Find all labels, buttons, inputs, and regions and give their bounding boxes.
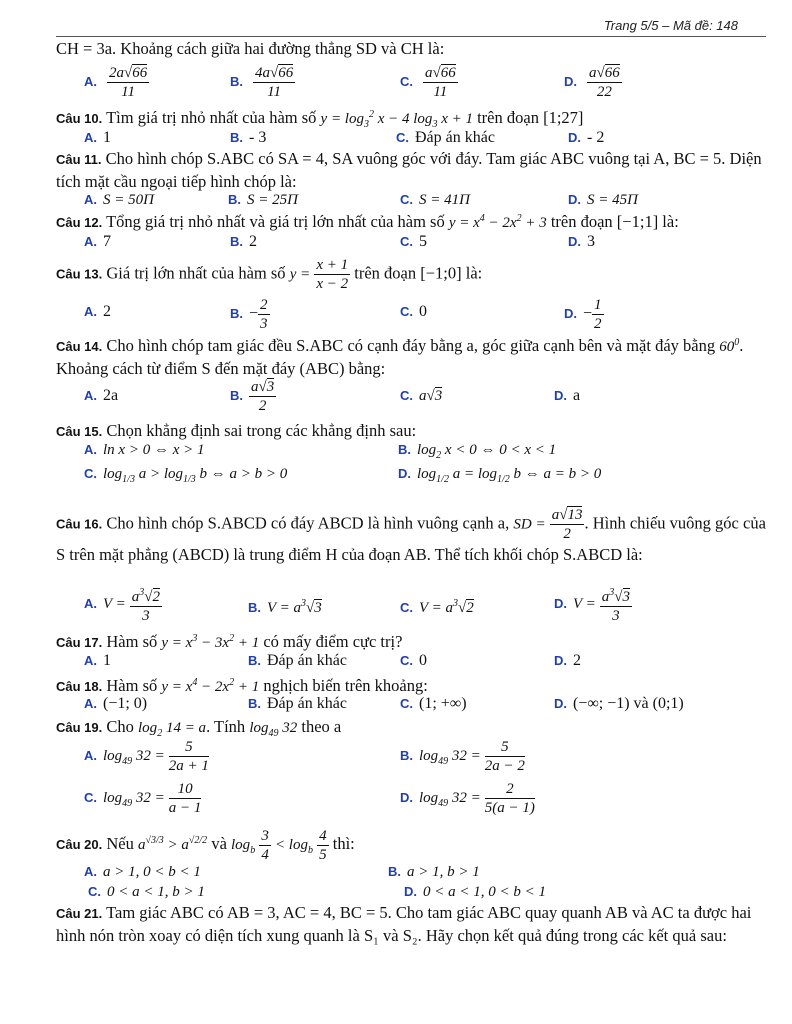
question-label: Câu 10.	[56, 111, 103, 126]
question-text: Chọn khẳng định sai trong các khẳng định sau:	[106, 421, 417, 440]
question-16-options	[56, 584, 772, 626]
question-15-options-row1	[56, 438, 772, 462]
question-11: Câu 11. Cho hình chóp S.ABC có SA = 4, SA vuông góc với đáy. Tam giác ABC vuông tại A, BC = 5. Diện tích mặt cầu ngoại tiếp hình chóp là:	[56, 149, 762, 191]
option-d: D. 3	[568, 233, 595, 250]
question-label: Câu 20.	[56, 837, 103, 852]
question-12: Câu 12. Tổng giá trị nhỏ nhất và giá trị lớn nhất của hàm số $y = x^4 - 2x^2 + 3$ trên đoạn [−1;1] là:	[56, 212, 679, 231]
option-b: B. - 3	[230, 129, 267, 146]
question-10: Câu 10. Tìm giá trị nhỏ nhất của hàm số $y = \log_3^2 x - 4$ $\log_3 x + 1$ trên đoạn [1;27]	[56, 108, 584, 130]
question-17: Câu 17. Hàm số $y = x^3 - 3x^2 + 1$ có mấy điểm cực trị?	[56, 632, 403, 651]
question-16: Câu 16. Cho hình chóp S.ABCD có đáy ABCD là hình vuông cạnh a, SD = $\frac{a√13}{2}$ . Hình chiếu vuông góc của S trên mặt phẳng (ABCD) là trung điểm H của đoạn AB. Thể tích khối chóp S.ABCD là:	[56, 507, 766, 564]
question-label: Câu 18.	[56, 679, 103, 694]
option-a: A. ln x > 0 ⇔ x > 1	[84, 442, 205, 458]
question-19-options-row1	[56, 738, 772, 780]
continuation-options	[56, 64, 772, 100]
option-a: A. 1	[84, 129, 111, 146]
option-d: D. a	[554, 387, 581, 404]
option-c: C. $\frac{a√66}{11}$	[400, 65, 456, 100]
option-a: A. 2	[84, 303, 111, 320]
option-a: A. V = $\frac{a^3√2}{3}$	[84, 584, 162, 625]
option-b: B. 2	[230, 233, 257, 250]
question-21	[56, 902, 772, 947]
option-d: D. - 2	[568, 129, 605, 146]
question-18: Câu 18. Hàm số $y = x^4 - 2x^2 + 1$ nghịch biến trên khoảng:	[56, 676, 428, 695]
question-14: Câu 14. Cho hình chóp tam giác đều S.ABC có cạnh đáy bằng a, góc giữa cạnh bên và mặt đáy bằng $60^0$. Khoảng cách từ điểm S đến mặt đáy (ABC) bằng:	[56, 336, 744, 378]
option-c: C. 0	[400, 652, 427, 669]
question-label: Câu 15.	[56, 424, 103, 439]
question-17-options	[56, 649, 772, 673]
option-a: A. a > 1, 0 < b < 1	[84, 864, 201, 880]
option-c: C. S = 41Π	[400, 192, 470, 208]
question-20: Câu 20. Nếu $a^{√3/3} > a^{√2/2}$ và $\log_b$ $\frac{3}{4}$ < $\log_b$ $\frac{4}{5}$ thì:	[56, 827, 355, 863]
question-label: Câu 12.	[56, 215, 103, 230]
question-text: Tam giác ABC có AB = 3, AC = 4, BC = 5. Cho tam giác ABC quay quanh AB và AC ta được hai hình nón tròn xoay có diện tích xung quanh là S₁ và S₂. Hãy chọn kết quả đúng trong các kết quả sau:	[56, 903, 752, 945]
option-a: A. $\log_{49} 32$ = $\frac{5}{2a + 1}$	[84, 739, 209, 774]
option-c: C. $\log_{1/3} a > \log_{1/3} b$ ⇔ a > b > 0	[84, 466, 288, 485]
page-number-label: Trang 5/5 – Mã đề: 148	[603, 18, 738, 33]
option-a: A. 2a	[84, 387, 119, 404]
option-c: C. 0 < a < 1, b > 1	[88, 884, 205, 900]
question-19-options-row2	[56, 780, 772, 822]
question-14-options	[56, 378, 772, 418]
option-b: B. − $\frac{2}{3}$	[230, 297, 268, 332]
option-c: C. 0	[400, 303, 427, 320]
question-label: Câu 11.	[56, 152, 102, 167]
option-d: D. (−∞; −1) và (0;1)	[554, 695, 684, 712]
question-label: Câu 19.	[56, 720, 103, 735]
option-a: A. S = 50Π	[84, 192, 154, 208]
option-c: C. Đáp án khác	[396, 129, 495, 146]
option-d: D. S = 45Π	[568, 192, 638, 208]
option-b: B. Đáp án khác	[248, 652, 347, 669]
option-b: B. $\frac{a√3}{2}$	[230, 379, 275, 414]
option-b: B. a > 1, b > 1	[388, 864, 480, 880]
option-d: D. $\frac{a√66}{22}$	[564, 65, 620, 100]
option-d: D. 2	[554, 652, 581, 669]
option-d: D. − $\frac{1}{2}$	[564, 297, 602, 332]
option-a: A. $\frac{2a√66}{11}$	[84, 65, 148, 100]
option-a: A. (−1; 0)	[84, 695, 148, 712]
option-d: D. $\log_{1/2} a = \log_{1/2} b$ ⇔ a = b > 0	[398, 466, 602, 485]
question-label: Câu 17.	[56, 635, 103, 650]
option-a: A. 1	[84, 652, 111, 669]
question-label: Câu 14.	[56, 339, 103, 354]
question-19: Câu 19. Cho $\log_2 14 = a$. Tính $\log_{49} 32$ theo a	[56, 717, 342, 739]
option-c: C. a√3	[400, 388, 443, 404]
option-b: B. S = 25Π	[228, 192, 298, 208]
page-header	[56, 18, 766, 37]
question-10-options	[56, 126, 772, 150]
option-b: B. $\log_{49} 32$ = $\frac{5}{2a - 2}$	[400, 739, 525, 774]
question-13-options	[56, 296, 772, 334]
question-label: Câu 16.	[56, 516, 103, 532]
option-d: D. $\log_{49} 32$ = $\frac{2}{5(a - 1)}$	[400, 781, 535, 816]
question-label: Câu 13.	[56, 266, 103, 282]
option-b: B. $\frac{4a√66}{11}$	[230, 65, 294, 100]
question-continuation-text: CH = 3a. Khoảng cách giữa hai đường thẳng SD và CH là:	[56, 39, 445, 58]
option-d: D. V = $\frac{a^3√3}{3}$	[554, 584, 632, 625]
option-c: C. $\log_{49} 32$ = $\frac{10}{a - 1}$	[84, 781, 202, 816]
question-15-options-row2	[56, 462, 772, 494]
option-c: C. 5	[400, 233, 427, 250]
question-20-options-row2	[56, 880, 772, 904]
question-12-options	[56, 230, 772, 254]
option-b: B. $V = a^3√3$	[248, 598, 322, 616]
option-b: B. Đáp án khác	[248, 695, 347, 712]
option-a: A. 7	[84, 233, 111, 250]
question-13: Câu 13. Giá trị lớn nhất của hàm số y = $\frac{x + 1}{x - 2}$ trên đoạn [−1;0] là:	[56, 257, 483, 292]
question-label: Câu 21.	[56, 906, 103, 921]
option-d: D. 0 < a < 1, 0 < b < 1	[404, 884, 546, 900]
question-18-options	[56, 692, 772, 716]
option-b: B. $\log_2 x < 0$ ⇔ 0 < x < 1	[398, 442, 557, 461]
option-c: C. (1; +∞)	[400, 695, 467, 712]
option-c: C. $V = a^3√2$	[400, 598, 474, 616]
